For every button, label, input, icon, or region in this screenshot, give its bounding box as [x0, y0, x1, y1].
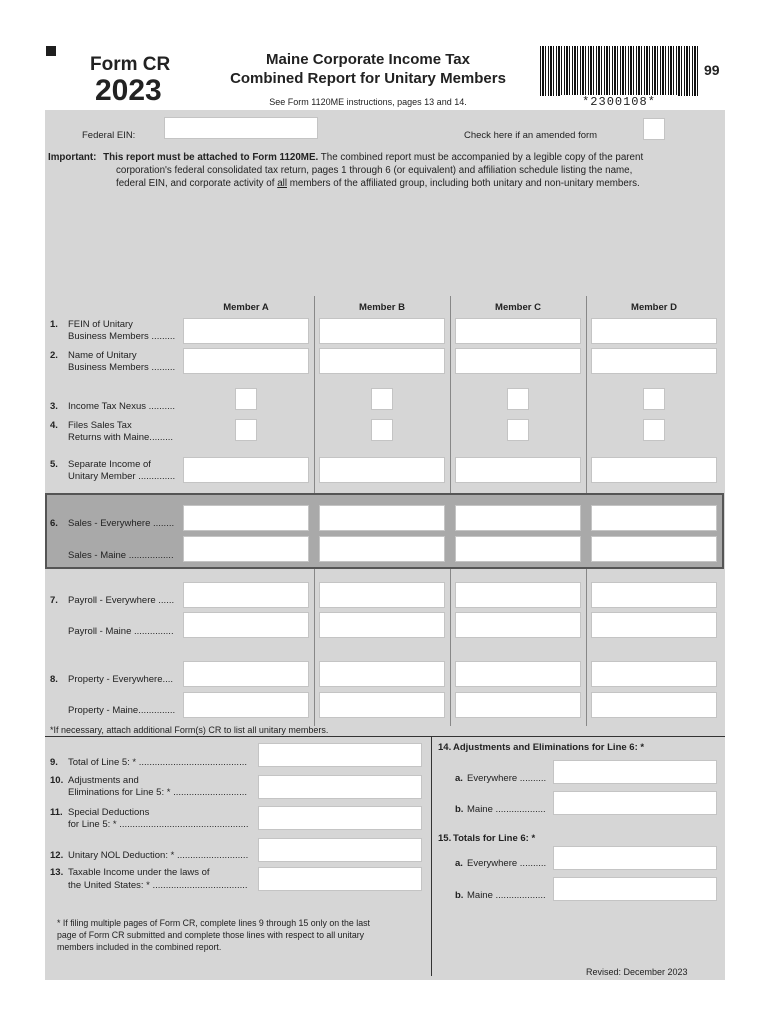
nexus-member-d-checkbox[interactable]: [643, 388, 665, 410]
line-label: Everywhere ..........: [467, 858, 547, 869]
total-line6-everywhere-input[interactable]: [553, 846, 717, 870]
line-label: the United States: * ....................................: [68, 880, 248, 891]
sales-maine-member-d-input[interactable]: [591, 536, 717, 562]
sales-everywhere-member-a-input[interactable]: [183, 505, 309, 531]
barcode-text: *2300108*: [560, 95, 678, 109]
sales-tax-member-a-checkbox[interactable]: [235, 419, 257, 441]
adjustments-line5-input[interactable]: [258, 775, 422, 799]
barcode: [540, 46, 698, 96]
special-deductions-input[interactable]: [258, 806, 422, 830]
section-divider: [45, 736, 725, 737]
line-sub-letter: b.: [455, 804, 464, 815]
income-member-d-input[interactable]: [591, 457, 717, 483]
registration-mark: [46, 46, 56, 56]
line-number: 12.: [50, 850, 64, 861]
line-number: 1.: [50, 319, 58, 330]
multi-page-note-line1: * If filing multiple pages of Form CR, complete lines 9 through 15 only on the last: [57, 918, 370, 928]
property-everywhere-member-a-input[interactable]: [183, 661, 309, 687]
line-label: Files Sales Tax: [68, 420, 132, 431]
payroll-maine-member-b-input[interactable]: [319, 612, 445, 638]
name-member-c-input[interactable]: [455, 348, 581, 374]
multi-page-note-line3: members included in the combined report.: [57, 942, 222, 952]
federal-ein-label: Federal EIN:: [82, 130, 136, 141]
payroll-maine-member-a-input[interactable]: [183, 612, 309, 638]
sales-maine-member-c-input[interactable]: [455, 536, 581, 562]
line-label: Payroll - Maine ...............: [68, 626, 174, 637]
important-underlined: all: [277, 178, 287, 189]
line-label: Payroll - Everywhere ......: [68, 595, 175, 606]
line-number: 4.: [50, 420, 58, 431]
line-number: 13.: [50, 867, 64, 878]
sales-maine-member-a-input[interactable]: [183, 536, 309, 562]
line-label: Income Tax Nexus ..........: [68, 401, 176, 412]
sales-maine-member-b-input[interactable]: [319, 536, 445, 562]
sales-tax-member-c-checkbox[interactable]: [507, 419, 529, 441]
adjust-line6-maine-input[interactable]: [553, 791, 717, 815]
page-code: 99: [704, 62, 720, 78]
line-label: Maine ...................: [467, 804, 546, 815]
column-header-member-d: Member D: [631, 302, 677, 313]
payroll-everywhere-member-c-input[interactable]: [455, 582, 581, 608]
important-line2: corporation's federal consolidated tax return, pages 1 through 6 (or equivalent) and affiliation schedule listing the name,: [116, 165, 633, 176]
sales-everywhere-member-b-input[interactable]: [319, 505, 445, 531]
line-label: Sales - Everywhere ........: [68, 518, 175, 529]
line-label: Adjustments and Eliminations for Line 6: *: [453, 742, 645, 753]
income-member-b-input[interactable]: [319, 457, 445, 483]
unitary-nol-input[interactable]: [258, 838, 422, 862]
line-sub-letter: b.: [455, 890, 464, 901]
important-bold: This report must be attached to Form 1120ME.: [103, 152, 319, 163]
amended-label: Check here if an amended form: [464, 130, 598, 141]
fein-member-b-input[interactable]: [319, 318, 445, 344]
line-label: for Line 5: * .................................................: [68, 819, 249, 830]
additional-forms-note: *If necessary, attach additional Form(s) CR to list all unitary members.: [50, 725, 329, 735]
fein-member-c-input[interactable]: [455, 318, 581, 344]
form-title-line1: Maine Corporate Income Tax: [266, 51, 470, 68]
column-header-member-a: Member A: [223, 302, 269, 313]
amended-checkbox[interactable]: [643, 118, 665, 140]
important-label: Important:: [48, 152, 97, 163]
line-label: Adjustments and: [68, 775, 139, 786]
name-member-b-input[interactable]: [319, 348, 445, 374]
line-sub-letter: a.: [455, 773, 463, 784]
name-member-a-input[interactable]: [183, 348, 309, 374]
instructions-note: See Form 1120ME instructions, pages 13 and 14.: [269, 97, 467, 107]
line-number: 14.: [438, 742, 452, 753]
line-number: 6.: [50, 518, 58, 529]
line-label: Business Members .........: [68, 331, 176, 342]
form-year: 2023: [95, 74, 162, 107]
line-label: Sales - Maine .................: [68, 550, 174, 561]
line-label: Totals for Line 6: *: [453, 833, 536, 844]
payroll-everywhere-member-b-input[interactable]: [319, 582, 445, 608]
nexus-member-b-checkbox[interactable]: [371, 388, 393, 410]
line-label: Property - Everywhere....: [68, 674, 174, 685]
important-line3-post: members of the affiliated group, including both unitary and non-unitary members.: [287, 178, 640, 189]
form-name: Form CR: [90, 54, 171, 75]
sales-tax-member-b-checkbox[interactable]: [371, 419, 393, 441]
column-header-member-c: Member C: [495, 302, 541, 313]
important-notice: [48, 151, 724, 190]
sales-everywhere-member-d-input[interactable]: [591, 505, 717, 531]
payroll-maine-member-c-input[interactable]: [455, 612, 581, 638]
total-line5-input[interactable]: [258, 743, 422, 767]
sales-tax-member-d-checkbox[interactable]: [643, 419, 665, 441]
income-member-c-input[interactable]: [455, 457, 581, 483]
line-number: 11.: [50, 807, 63, 818]
line-number: 15.: [438, 833, 452, 844]
nexus-member-a-checkbox[interactable]: [235, 388, 257, 410]
property-everywhere-member-b-input[interactable]: [319, 661, 445, 687]
property-maine-member-b-input[interactable]: [319, 692, 445, 718]
line-label: Taxable Income under the laws of: [68, 867, 210, 878]
nexus-member-c-checkbox[interactable]: [507, 388, 529, 410]
property-maine-member-a-input[interactable]: [183, 692, 309, 718]
line-label: Separate Income of: [68, 459, 151, 470]
important-line3-pre: federal EIN, and corporate activity of: [116, 178, 278, 189]
line-label: Unitary Member ..............: [68, 471, 176, 482]
property-maine-member-d-input[interactable]: [591, 692, 717, 718]
sales-everywhere-member-c-input[interactable]: [455, 505, 581, 531]
fein-member-a-input[interactable]: [183, 318, 309, 344]
line-label: FEIN of Unitary: [68, 319, 133, 330]
income-member-a-input[interactable]: [183, 457, 309, 483]
property-everywhere-member-d-input[interactable]: [591, 661, 717, 687]
line-number: 3.: [50, 401, 58, 412]
line-number: 5.: [50, 459, 58, 470]
revised-date: Revised: December 2023: [586, 967, 688, 977]
total-line6-maine-input[interactable]: [553, 877, 717, 901]
line-label: Eliminations for Line 5: * ............................: [68, 787, 247, 798]
property-everywhere-member-c-input[interactable]: [455, 661, 581, 687]
line-label: Name of Unitary: [68, 350, 137, 361]
column-header-member-b: Member B: [359, 302, 405, 313]
line-label: Unitary NOL Deduction: * ...........................: [68, 850, 249, 861]
fein-member-d-input[interactable]: [591, 318, 717, 344]
form-title-line2: Combined Report for Unitary Members: [230, 70, 506, 87]
adjust-line6-everywhere-input[interactable]: [553, 760, 717, 784]
taxable-income-input[interactable]: [258, 867, 422, 891]
line-label: Property - Maine..............: [68, 705, 176, 716]
line-number: 7.: [50, 595, 58, 606]
line-label: Special Deductions: [68, 807, 150, 818]
line-sub-letter: a.: [455, 858, 463, 869]
line-number: 2.: [50, 350, 58, 361]
important-text: The combined report must be accompanied by a legible copy of the parent: [318, 152, 644, 163]
property-maine-member-c-input[interactable]: [455, 692, 581, 718]
line-label: Maine ...................: [467, 890, 546, 901]
line-number: 9.: [50, 757, 58, 768]
name-member-d-input[interactable]: [591, 348, 717, 374]
line-label: Total of Line 5: * .........................................: [68, 757, 247, 768]
payroll-maine-member-d-input[interactable]: [591, 612, 717, 638]
line-label: Returns with Maine.........: [68, 432, 174, 443]
federal-ein-field[interactable]: [164, 117, 318, 139]
line-label: Business Members .........: [68, 362, 176, 373]
payroll-everywhere-member-a-input[interactable]: [183, 582, 309, 608]
multi-page-note-line2: page of Form CR submitted and complete those lines with respect to all unitary: [57, 930, 365, 940]
payroll-everywhere-member-d-input[interactable]: [591, 582, 717, 608]
section-divider: [431, 736, 432, 976]
line-label: Everywhere ..........: [467, 773, 547, 784]
line-number: 8.: [50, 674, 58, 685]
line-number: 10.: [50, 775, 64, 786]
